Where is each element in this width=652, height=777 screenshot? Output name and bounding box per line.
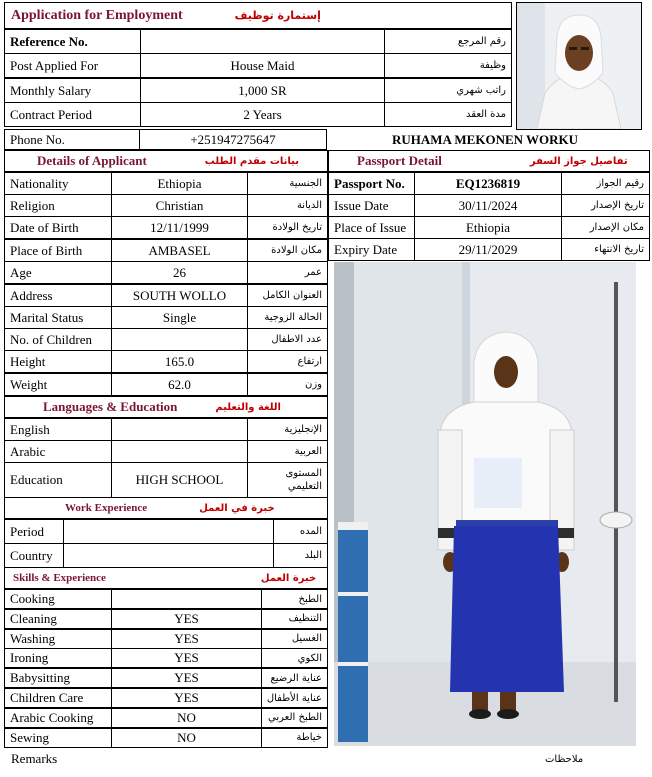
row-label: Children Care	[4, 688, 112, 708]
row-label-ar: ارتفاع	[247, 350, 328, 373]
row-value: YES	[111, 609, 262, 629]
row-label: No. of Children	[4, 328, 112, 351]
row-label-ar: رقم المرجع	[384, 29, 512, 54]
row-label: Place of Issue	[328, 216, 415, 239]
row-label-ar: راتب شهري	[384, 78, 512, 103]
languages-title-ar: اللغة والتعليم	[215, 401, 281, 413]
row-label-ar: العنوان الكامل	[247, 284, 328, 307]
row-label: Cooking	[4, 589, 112, 609]
row-value: 62.0	[111, 373, 248, 396]
row-value: HIGH SCHOOL	[111, 462, 248, 498]
row-label: Religion	[4, 194, 112, 217]
title-en: Application for Employment	[11, 7, 183, 23]
row-value	[111, 589, 262, 609]
skills-heading	[4, 567, 328, 589]
row-label-ar: عناية الأطفال	[261, 688, 328, 708]
row-value: 2 Years	[140, 102, 385, 127]
row-label: Arabic Cooking	[4, 708, 112, 728]
row-label: Arabic	[4, 440, 112, 463]
applicant-photo-small	[516, 2, 642, 130]
row-value: YES	[111, 688, 262, 708]
row-value: NO	[111, 708, 262, 728]
remarks-label: Remarks	[11, 751, 58, 766]
row-label: Passport No.	[328, 172, 415, 195]
row-label-ar: مكان الإصدار	[561, 216, 650, 239]
row-label-ar: تاريخ الولادة	[247, 216, 328, 239]
row-value	[111, 418, 248, 441]
header-title-row	[4, 2, 512, 29]
row-label-ar: التنظيف	[261, 609, 328, 629]
row-label: Age	[4, 261, 112, 284]
row-label: Post Applied For	[4, 53, 141, 78]
row-label-ar: الإنجليزية	[247, 418, 328, 441]
row-label-ar: الطبخ	[261, 589, 328, 609]
applicant-name: RUHAMA MEKONEN WORKU	[391, 131, 579, 147]
row-label: Height	[4, 350, 112, 373]
row-label: Place of Birth	[4, 239, 112, 262]
work-title-ar: خبرة في العمل	[199, 502, 275, 514]
row-value: EQ1236819	[414, 172, 562, 195]
row-value: 30/11/2024	[414, 194, 562, 217]
row-label-ar: وزن	[247, 373, 328, 396]
row-label: Period	[4, 519, 64, 544]
row-value: Single	[111, 306, 248, 329]
row-label-ar: الحالة الزوجية	[247, 306, 328, 329]
remarks-label-ar: ملاحظات	[545, 753, 584, 765]
row-value	[140, 29, 385, 54]
languages-heading	[4, 396, 328, 418]
passport-heading	[328, 150, 650, 172]
row-label-ar: مدة العقد	[384, 102, 512, 127]
row-label: Washing	[4, 629, 112, 649]
phone-value: +251947275647	[139, 129, 327, 150]
row-label: Weight	[4, 373, 112, 396]
row-label: Nationality	[4, 172, 112, 195]
row-value	[63, 543, 274, 568]
row-label-ar: الغسيل	[261, 629, 328, 649]
row-label-ar: الجنسية	[247, 172, 328, 195]
row-value: 29/11/2029	[414, 238, 562, 261]
phone-label: Phone No.	[4, 129, 140, 150]
row-value: SOUTH WOLLO	[111, 284, 248, 307]
row-label-ar: المستوى التعليمي	[247, 462, 328, 498]
row-value: YES	[111, 648, 262, 668]
details-title-en: Details of Applicant	[37, 153, 147, 168]
row-label-ar: مكان الولادة	[247, 239, 328, 262]
row-value	[111, 440, 248, 463]
row-label: Contract Period	[4, 102, 141, 127]
skills-title-ar: خبرة العمل	[260, 572, 317, 584]
row-value: NO	[111, 728, 262, 748]
row-label-ar: وظيفة	[384, 53, 512, 78]
row-label: Marital Status	[4, 306, 112, 329]
passport-title-ar: تفاصيل جواز السفر	[529, 155, 628, 167]
row-label-ar: العربية	[247, 440, 328, 463]
row-value: 26	[111, 261, 248, 284]
row-label-ar: عدد الاطفال	[247, 328, 328, 351]
row-label-ar: الطبخ العربي	[261, 708, 328, 728]
row-label-ar: البلد	[273, 543, 328, 568]
row-label-ar: خياطة	[261, 728, 328, 748]
row-value: AMBASEL	[111, 239, 248, 262]
applicant-photo-full	[334, 262, 636, 746]
row-label: Education	[4, 462, 112, 498]
row-value: Christian	[111, 194, 248, 217]
row-label: Sewing	[4, 728, 112, 748]
row-label-ar: تاريخ الإصدار	[561, 194, 650, 217]
work-title-en: Work Experience	[65, 502, 148, 514]
row-value: 1,000 SR	[140, 78, 385, 103]
row-label-ar: عمر	[247, 261, 328, 284]
row-value: Ethiopia	[414, 216, 562, 239]
row-label: Ironing	[4, 648, 112, 668]
row-value	[111, 328, 248, 351]
row-label: Monthly Salary	[4, 78, 141, 103]
row-value: 12/11/1999	[111, 216, 248, 239]
skills-title-en: Skills & Experience	[13, 572, 106, 584]
row-label: English	[4, 418, 112, 441]
row-value: Ethiopia	[111, 172, 248, 195]
row-label-ar: الكوي	[261, 648, 328, 668]
details-heading	[4, 150, 328, 172]
row-label: Address	[4, 284, 112, 307]
row-label: Cleaning	[4, 609, 112, 629]
row-value: YES	[111, 668, 262, 688]
details-title-ar: بيانات مقدم الطلب	[204, 155, 299, 167]
row-label: Babysitting	[4, 668, 112, 688]
row-label-ar: تاريخ الانتهاء	[561, 238, 650, 261]
row-value: YES	[111, 629, 262, 649]
row-label: Expiry Date	[328, 238, 415, 261]
row-value: House Maid	[140, 53, 385, 78]
languages-title-en: Languages & Education	[43, 399, 178, 414]
row-label: Issue Date	[328, 194, 415, 217]
work-heading	[4, 497, 328, 519]
row-label: Country	[4, 543, 64, 568]
title-ar: إستمارة توظيف	[234, 9, 321, 22]
row-label-ar: رقيم الجواز	[561, 172, 650, 195]
row-value	[63, 519, 274, 544]
row-value: 165.0	[111, 350, 248, 373]
row-label: Reference No.	[4, 29, 141, 54]
row-label-ar: المده	[273, 519, 328, 544]
passport-title-en: Passport Detail	[357, 153, 442, 168]
row-label-ar: الديانة	[247, 194, 328, 217]
row-label-ar: عناية الرضيع	[261, 668, 328, 688]
row-label: Date of Birth	[4, 216, 112, 239]
